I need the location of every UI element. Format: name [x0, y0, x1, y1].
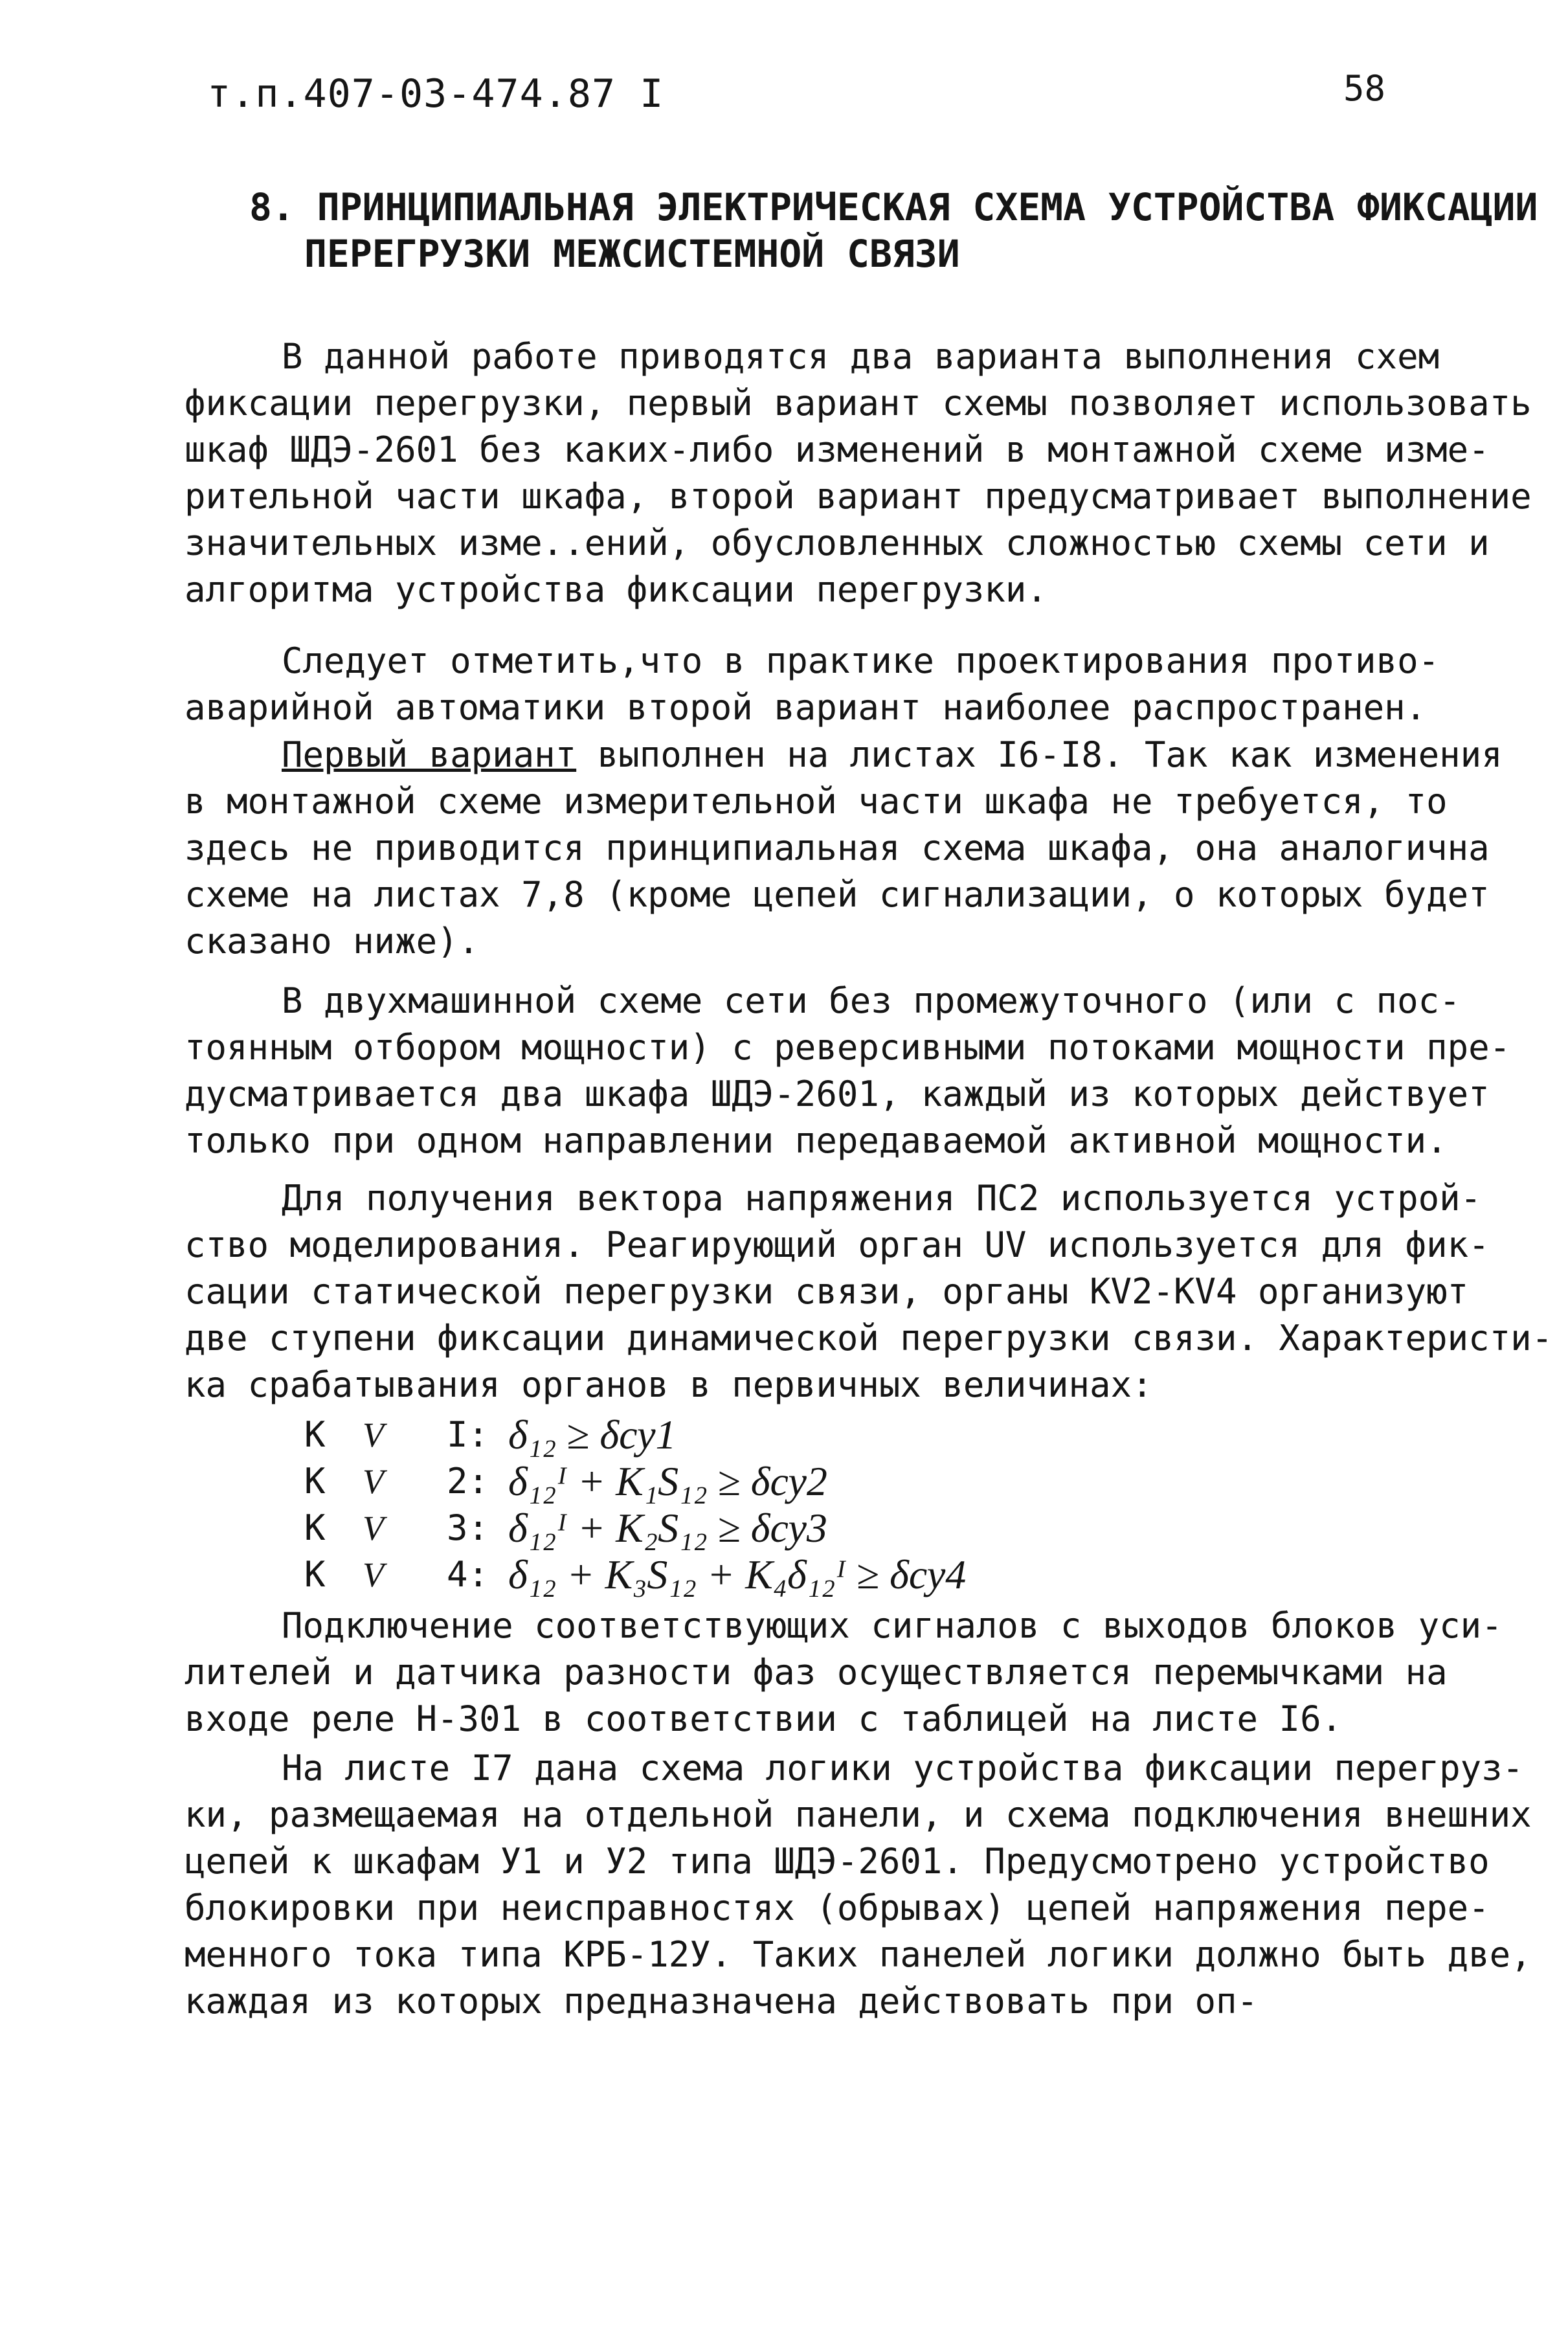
text-line: аварийной автоматики второй вариант наиболее распространен.	[185, 687, 1427, 728]
formula-row	[185, 1412, 1499, 1458]
text-line: каждая из которых предназначена действовать при оп-	[185, 1981, 1259, 2022]
text-line: только при одном направлении передаваемой активной мощности.	[185, 1120, 1448, 1161]
text-line	[185, 732, 1503, 778]
section-title	[249, 176, 1538, 276]
text-line: фиксации перегрузки, первый вариант схемы позволяет использовать	[185, 383, 1532, 423]
paragraph-6	[185, 1603, 1503, 1742]
text-line: менного тока типа КРБ-12У. Таких панелей логики должно быть две,	[185, 1934, 1532, 1975]
text-fragment: выполнен на листах I6-I8. Так как изменения	[576, 734, 1503, 775]
formula-v: V	[363, 1415, 384, 1454]
formula-expression: δ₁₂ ≥ δсу1	[508, 1412, 677, 1458]
text-line: значительных изме..ений, обусловленных сложностью схемы сети и	[185, 523, 1490, 563]
text-line: В двухмашинной схеме сети без промежутoчного (или с пос-	[282, 980, 1461, 1021]
text-line: лителей и датчика разности фаз осуществляется перемычками на	[185, 1652, 1448, 1693]
paragraph-7	[185, 1745, 1532, 2025]
page-number: 58	[1343, 68, 1386, 109]
text-line: входе реле Н-301 в соответствии с таблицей на листе I6.	[185, 1698, 1343, 1739]
text-line: сказано ниже).	[185, 921, 480, 962]
text-line: Подключение соответствующих сигналов с выходов блоков уси-	[282, 1605, 1503, 1646]
text-line: в монтажной схеме измерительной части шкафа не требуется, то	[185, 781, 1448, 822]
text-line: ка срабатывания органов в первичных величинах:	[185, 1364, 1153, 1405]
formula-expression: δ₁₂ + K₃S₁₂ + K₄δ₁₂ᴵ ≥ δсу4	[508, 1551, 967, 1597]
formula-number: 4:	[447, 1554, 489, 1595]
formula-row	[185, 1458, 1499, 1505]
formula-k: К	[304, 1554, 326, 1595]
text-line: две ступени фиксации динамической перегрузки связи. Характеристи-	[185, 1318, 1553, 1358]
text-line: Для получения вектора напряжения ПС2 используется устрой-	[282, 1178, 1482, 1219]
formula-expression: δ₁₂ᴵ + K₂S₁₂ ≥ δсу3	[508, 1505, 827, 1551]
text-line: тоянным отбором мощности) с реверсивными потоками мощности пре-	[185, 1027, 1511, 1068]
text-line: дусматривается два шкафа ШДЭ-2601, каждый из которых действует	[185, 1074, 1490, 1114]
formula-block	[185, 1412, 1499, 1598]
paragraph-1	[185, 333, 1532, 613]
text-line: рительной части шкафа, второй вариант предусматривает выполнение	[185, 476, 1532, 517]
text-line: ство моделирования. Реагирующий орган UV используется для фик-	[185, 1224, 1490, 1265]
text-line: В данной работе приводятся два варианта выполнения схем	[282, 336, 1440, 377]
formula-k: К	[304, 1414, 326, 1455]
text-line: блокировки при неисправностях (обрывах) цепей напряжения пере-	[185, 1888, 1490, 1928]
section-title-line-1: 8. ПРИНЦИПИАЛЬНАЯ ЭЛЕКТРИЧЕСКАЯ СХЕМА УСТРОЙСТВА ФИКСАЦИИ	[249, 185, 1538, 229]
text-line: сации статической перегрузки связи, органы КV2-КV4 организуют	[185, 1271, 1469, 1312]
paragraph-3	[185, 732, 1503, 965]
formula-number: I:	[447, 1414, 489, 1455]
text-line: ки, размещаемая на отдельной панели, и схема подключения внешних	[185, 1794, 1532, 1835]
formula-k: К	[304, 1507, 326, 1548]
text-line: схеме на листах 7,8 (кроме цепей сигнализации, о которых будет	[185, 874, 1490, 915]
underlined-phrase: Первый вариант	[282, 734, 577, 775]
paragraph-2	[185, 638, 1499, 731]
formula-row	[185, 1505, 1499, 1551]
text-line: цепей к шкафам У1 и У2 типа ШДЭ-2601. Предусмотрено устройство	[185, 1841, 1490, 1882]
paragraph-5	[185, 1175, 1553, 1408]
formula-number: 2:	[447, 1461, 489, 1502]
formula-number: 3:	[447, 1507, 489, 1548]
formula-k: К	[304, 1461, 326, 1502]
paragraph-4	[185, 978, 1511, 1164]
document-code: т.п.407-03-474.87 I	[207, 71, 664, 117]
formula-v: V	[363, 1462, 384, 1501]
formula-row	[185, 1551, 1499, 1598]
formula-expression: δ₁₂ᴵ + K₁S₁₂ ≥ δсу2	[508, 1458, 827, 1504]
text-line: алгоритма устройства фиксации перегрузки.	[185, 569, 1047, 610]
section-title-line-2: ПЕРЕГРУЗКИ МЕЖСИСТЕМНОЙ СВЯЗИ	[304, 232, 960, 276]
formula-v: V	[363, 1555, 384, 1594]
text-line: На листе I7 дана схема логики устройства фиксации перегруз-	[282, 1748, 1524, 1788]
formula-v: V	[363, 1509, 384, 1548]
text-line: здесь не приводится принципиальная схема шкафа, она аналогична	[185, 828, 1490, 868]
text-line: Следует отметить,что в практике проектирования противо-	[282, 640, 1440, 681]
text-line: шкаф ШДЭ-2601 без каких-либо изменений в монтажной схеме изме-	[185, 429, 1490, 470]
